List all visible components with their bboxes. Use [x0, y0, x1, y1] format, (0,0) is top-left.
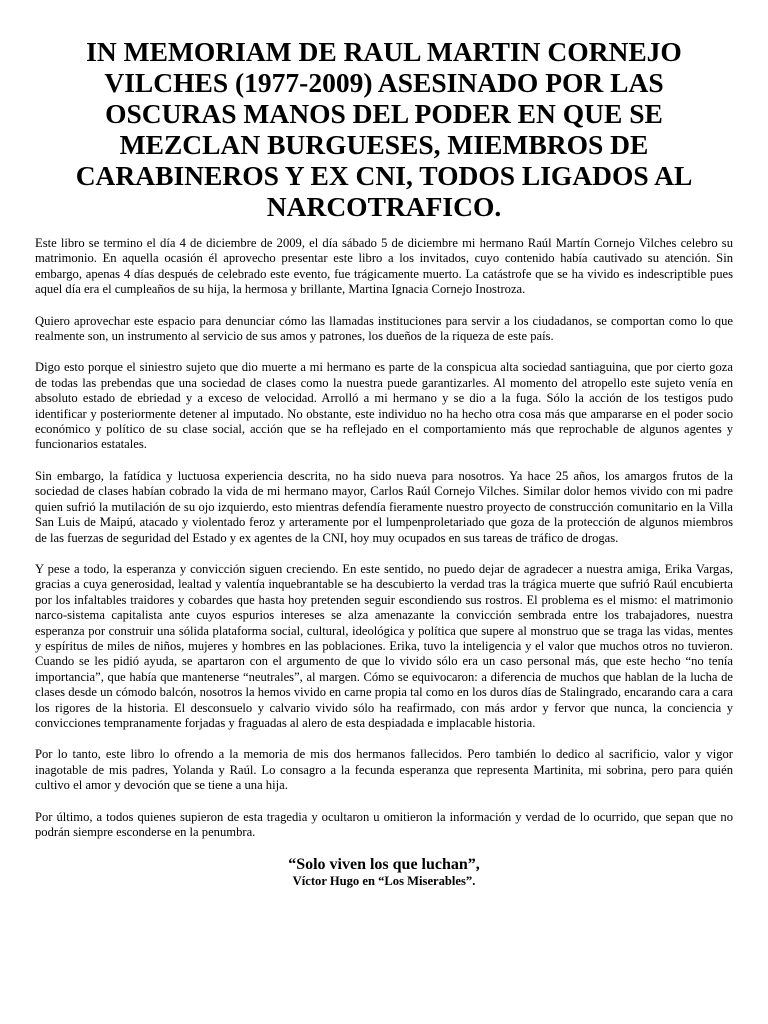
closing-quote: “Solo viven los que luchan”, [288, 856, 480, 874]
paragraph-4: Sin embargo, la fatídica y luctuosa experiencia descrita, no ha sido nueva para nosotros. Ya hace 25 años, los amargos frutos de la sociedad de clases habían cobrado la vida de mi hermano mayor, Carlos Raúl Cornejo Vilches. Similar dolor hemos vivido con mi padre quien sufrió la mutilación de su ojo izquierdo, esto mientras defendía fieramente nuestro proyecto de construcción comunitario en la Villa San Luis de Maipú, atacado y violentado feroz y arteramente por el lumpenproletariado que goza de la protección de algunos miembros de las fuerzas de seguridad del Estado y ex agentes de la CNI, hoy muy ocupados en sus tareas de tráfico de drogas. [35, 468, 733, 545]
document-title: IN MEMORIAM DE RAUL MARTIN CORNEJO VILCHES (1977-2009) ASESINADO POR LAS OSCURAS MANOS DEL PODER EN QUE SE MEZCLAN BURGUESES, MIEMBROS DE CARABINEROS Y EX CNI, TODOS LIGADOS AL NARCOTRAFICO. [75, 36, 693, 222]
document-body [35, 236, 733, 840]
paragraph-3: Digo esto porque el siniestro sujeto que dio muerte a mi hermano es parte de la conspicua alta sociedad santiaguina, que por cierto goza de todas las prebendas que una sociedad de clases como la nuestra puede garantizarles. Al momento del atropello este sujeto venía en absoluto estado de ebriedad y a exceso de velocidad. Arrolló a mi hermano y se dio a la fuga. Sólo la acción de los testigos pudo identificar y posteriormente detener al imputado. No obstante, este individuo no ha hecho otra cosa más que ampararse en el poder socio económico y político de su clase social, acción que se ha reflejado en el comportamiento más que reprochable de algunos agentes y funcionarios estatales. [35, 360, 733, 452]
quote-attribution: Víctor Hugo en “Los Miserables”. [292, 874, 476, 889]
closing-quote-block [35, 856, 733, 889]
paragraph-6: Por lo tanto, este libro lo ofrendo a la memoria de mis dos hermanos fallecidos. Pero también lo dedico al sacrificio, valor y vigor inagotable de mis padres, Yolanda y Raúl. Lo consagro a la fecunda esperanza que representa Martinita, mi sobrina, pero para quién cultivo el amor y devoción que se tiene a una hija. [35, 747, 733, 793]
paragraph-5: Y pese a todo, la esperanza y convicción siguen creciendo. En este sentido, no puedo dejar de agradecer a nuestra amiga, Erika Vargas, gracias a cuya generosidad, lealtad y valentía inquebrantable se ha descubierto la verdad tras la trágica muerte que sufrió Raúl encubierta por los infaltables traidores y cobardes que hasta hoy pretenden seguir escondiendo sus rostros. El problema es el mismo: el matrimonio narco-sistema capitalista ante cuyos espurios intereses se alza amenazante la convicción sembrada entre los trabajadores, nuestra esperanza por construir una sólida plataforma social, cultural, ideológica y política que supere al monstruo que se traga las vidas, mentes y espíritus de miles de niños, mujeres y hombres en las poblaciones. Erika, tuvo la inteligencia y el valor que muchos otros no tuvieron. Cuando se les pidió ayuda, se apartaron con el argumento de que lo vivido sólo era un caso personal más, que este hecho “no tenía importancia”, que había que mantenerse “neutrales”, al margen. Cómo se equivocaron: a diferencia de muchos que hablan de la lucha de clases desde un cómodo balcón, nosotros la hemos vivido en carne propia tal como en los duros días de Stalingrado, encarando cara a cara los rigores de la historia. El desconsuelo y calvario vivido sólo ha reafirmado, con más ardor y fervor que nunca, la conciencia y convicciones tempranamente forjadas y fraguadas al alero de esta despiadada e implacable historia. [35, 561, 733, 730]
paragraph-1: Este libro se termino el día 4 de diciembre de 2009, el día sábado 5 de diciembre mi hermano Raúl Martín Cornejo Vilches celebro su matrimonio. En aquella ocasión él aprovecho presentar este libro a los invitados, cuyo contenido había cautivado su atención. Sin embargo, apenas 4 días después de celebrado este evento, fue trágicamente muerto. La catástrofe que se ha vivido es indescriptible pues aquel día era el cumpleaños de su hija, la hermosa y brillante, Martina Ignacia Cornejo Inostroza. [35, 236, 733, 297]
paragraph-7: Por último, a todos quienes supieron de esta tragedia y ocultaron u omitieron la información y verdad de lo ocurrido, que sepan que no podrán siempre esconderse en la penumbra. [35, 809, 733, 839]
paragraph-2: Quiero aprovechar este espacio para denunciar cómo las llamadas instituciones para servir a los ciudadanos, se comportan como lo que realmente son, un instrumento al servicio de sus amos y patrones, los dueños de la riqueza de este país. [35, 313, 733, 344]
